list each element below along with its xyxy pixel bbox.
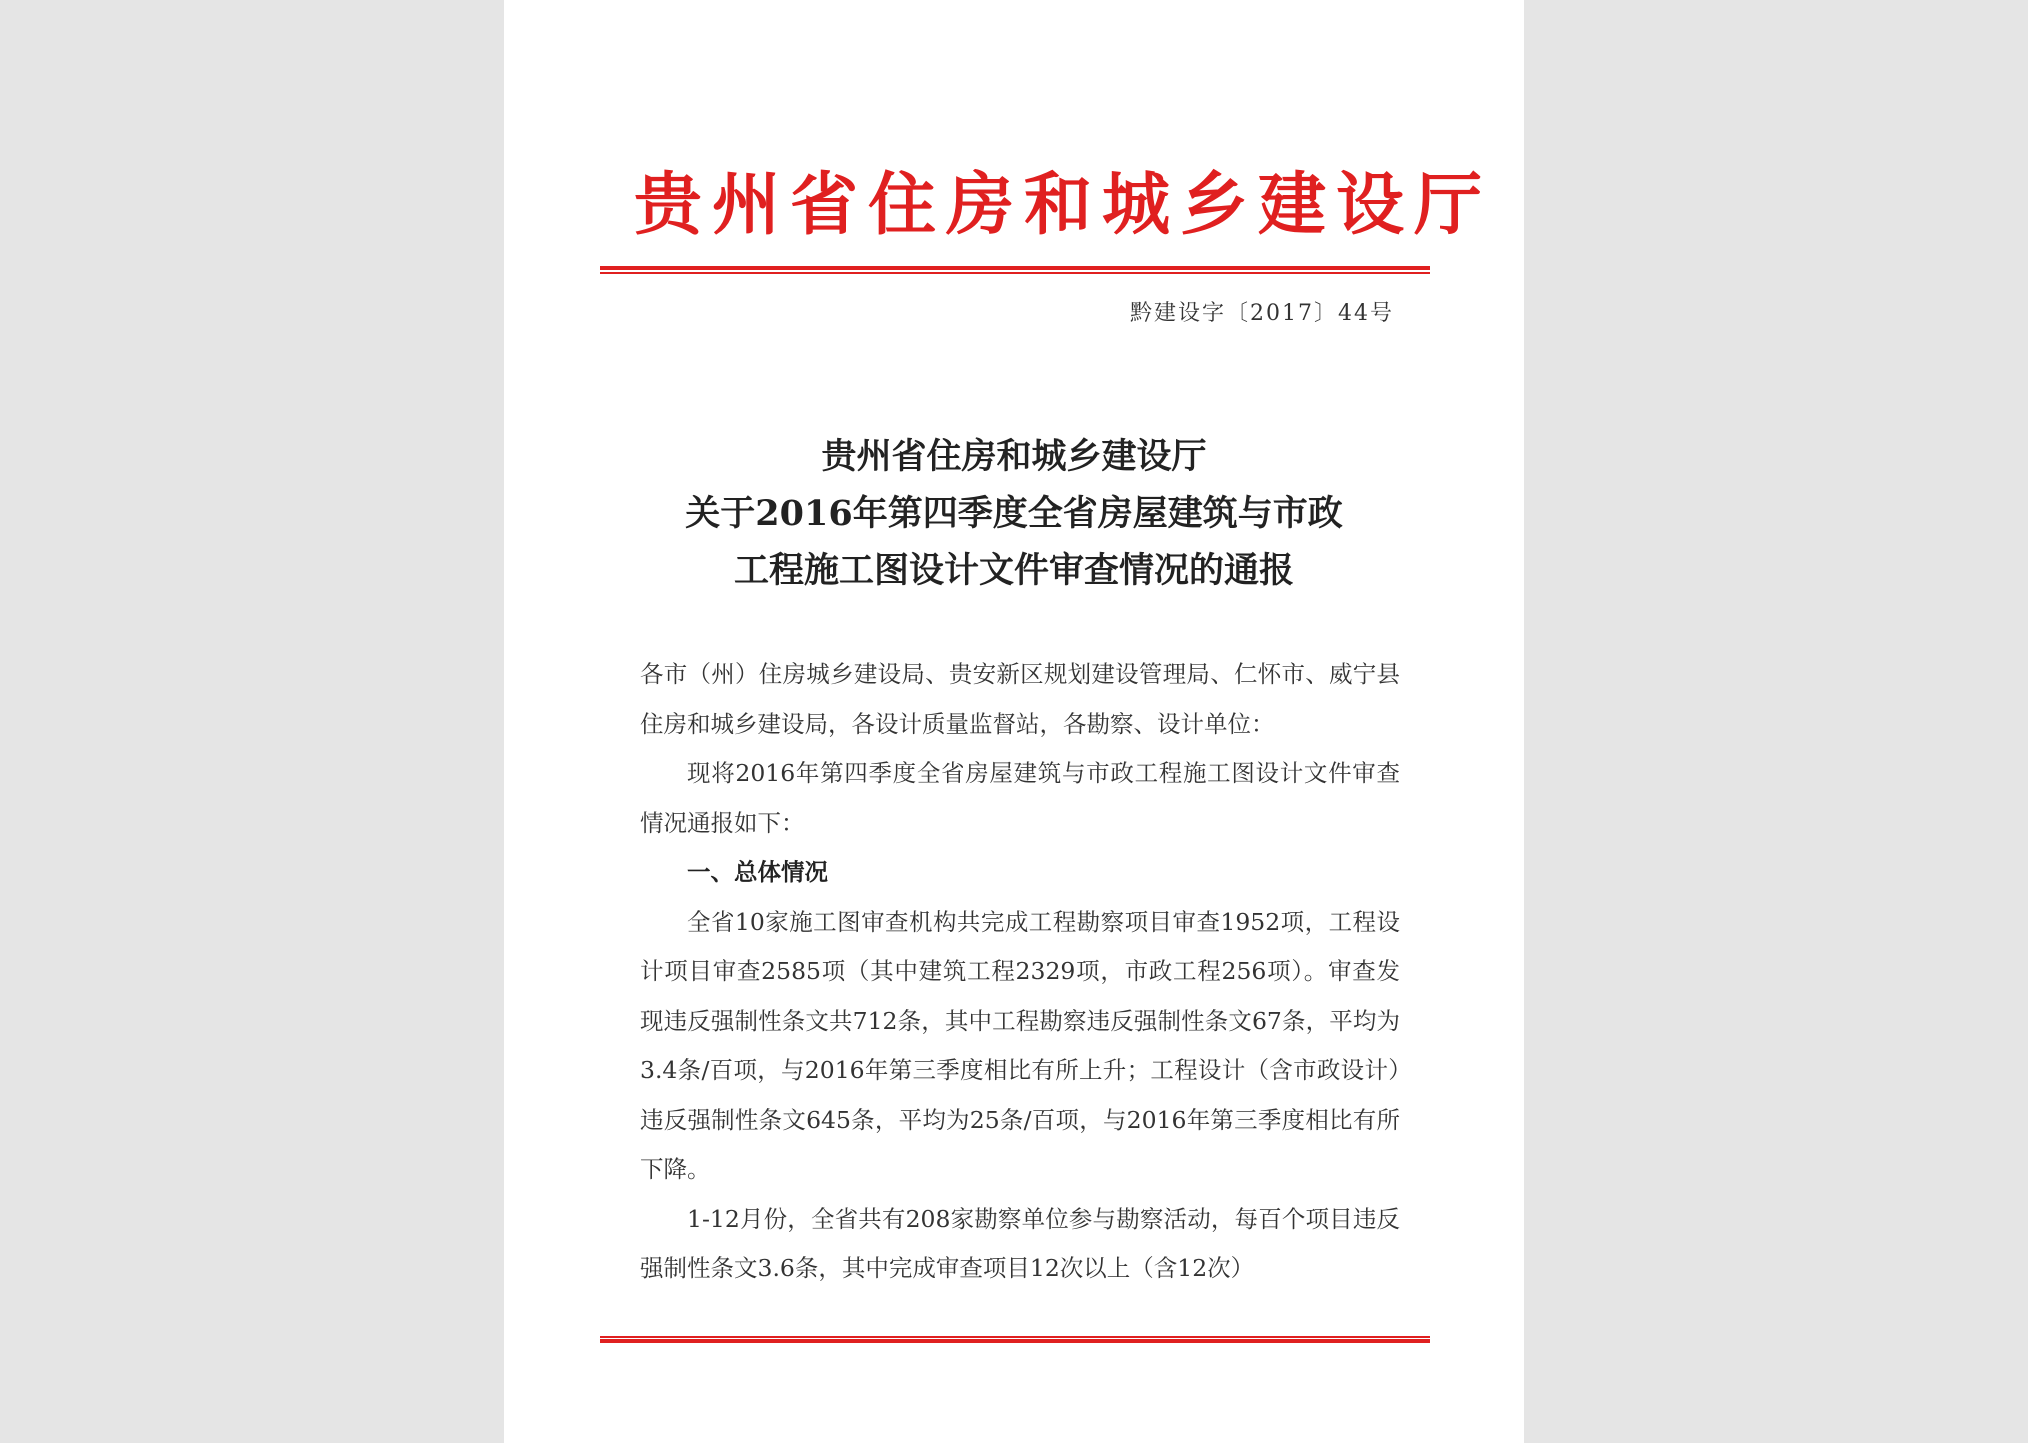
- document-page: [504, 0, 1524, 1443]
- document-number: 黔建设字〔2017〕44号: [1130, 301, 1394, 326]
- agency-letterhead-title: 贵州省住房和城乡建设厅: [634, 165, 1493, 245]
- red-rule-thin-line: [600, 272, 1430, 274]
- footer-rule-thin-line: [600, 1336, 1430, 1338]
- section-heading: 一、总体情况: [687, 858, 828, 886]
- document-title-line-3: 工程施工图设计文件审查情况的通报: [733, 550, 1294, 591]
- document-title-line-1: 贵州省住房和城乡建设厅: [821, 436, 1207, 477]
- footer-red-rule: [600, 1336, 1430, 1344]
- overview-paragraph: 全省10家施工图审查机构共完成工程勘察项目审查1952项，工程设计项目审查2585项（其中建筑工程2329项，市政工程256项）。审查发现违反强制性条文共712条，其中工程勘察违反强制性条文67条，平均为3.4条/百项，与2016年第三季度相比有所上升；工程设计（含市政设计）违反强制性条文645条，平均为25条/百项，与2016年第三季度相比有所下降。: [640, 907, 1400, 1183]
- letterhead-red-rule: [600, 266, 1430, 274]
- red-rule-thick-line: [600, 266, 1430, 270]
- recipients-paragraph: 各市（州）住房城乡建设局、贵安新区规划建设管理局、仁怀市、威宁县住房和城乡建设局，各设计质量监督站，各勘察、设计单位：: [640, 660, 1400, 738]
- footer-rule-thick-line: [600, 1339, 1430, 1343]
- document-body: [640, 650, 1400, 1294]
- survey-units-paragraph: 1-12月份，全省共有208家勘察单位参与勘察活动，每百个项目违反强制性条文3.6条，其中完成审查项目12次以上（含12次）: [640, 1204, 1400, 1282]
- intro-paragraph: 现将2016年第四季度全省房屋建筑与市政工程施工图设计文件审查情况通报如下：: [640, 759, 1400, 837]
- document-title: [504, 428, 1524, 599]
- document-title-line-2: 关于2016年第四季度全省房屋建筑与市政: [685, 493, 1343, 534]
